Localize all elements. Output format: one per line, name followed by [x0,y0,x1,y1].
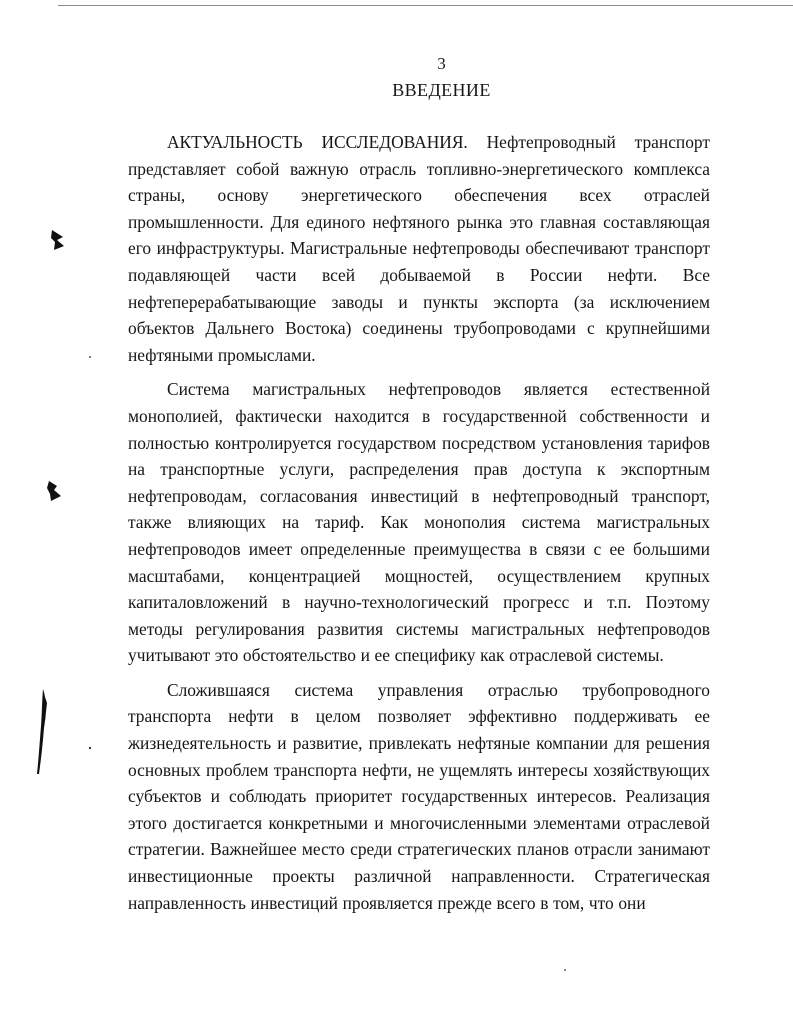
binder-hole-mark-2 [44,479,64,503]
page-title: ВВЕДЕНИЕ [392,80,491,100]
paragraph-management: Сложившаяся система управления отраслью трубопроводного транспорта нефти в целом позволяет эффективно поддерживать ее жизнедеятельность и развитие, привлекать нефтяные компании для решения основных проблем транспорта нефти, не ущемлять интересы хозяйствующих субъектов и соблюдать приоритет государственных интересов. Реализация этого достигается конкретными и многочисленными элементами отраслевой стратегии. Важнейшее место среди стратегических планов отрасли занимают инвестиционные проекты различной направленности. Стратегическая направленность инвестиций проявляется прежде всего в том, что они [128,679,710,913]
body-text [128,129,710,924]
paragraph-relevance [128,129,710,368]
margin-ink-streak [34,688,50,778]
dust-speck [88,355,92,359]
paragraph-text: Нефтепроводный транспорт представляет собой важную отрасль топливно-энергетического комплекса страны, основу энергетического обеспечения всех отраслей промышленности. Для единого нефтяного рынка это главная составляющая его инфраструктуры. Магистральные нефтепроводы обеспечивают транспорт подавляющей части всей добываемой в России нефти. Все нефтеперерабатывающие заводы и пункты экспорта (за исключением объектов Дальнего Востока) соединены трубопроводами с крупнейшими нефтяными промыслами. [128,132,710,365]
scan-top-edge [58,5,793,6]
page-number: 3 [437,54,446,73]
dust-speck [88,746,92,750]
paragraph-monopoly: Система магистральных нефтепроводов является естественной монополией, фактически находится в государственной собственности и полностью контролируется государством посредством установления тарифов на транспортные услуги, распределения прав доступа к экспортным нефтепроводам, согласования инвестиций в нефтепроводный транспорт, также влияющих на тариф. Как монополия система магистральных нефтепроводов имеет определенные преимущества в связи с ее большими масштабами, концентрацией мощностей, осуществлением крупных капиталовложений в научно-технологический прогресс и т.п. Поэтому методы регулирования развития системы магистральных нефтепроводов учитывают это обстоятельство и ее специфику как отраслевой системы. [128,379,710,666]
binder-hole-mark-1 [48,228,68,252]
relevance-heading: АКТУАЛЬНОСТЬ ИССЛЕДОВАНИЯ. [167,132,468,152]
dust-speck [563,968,567,972]
